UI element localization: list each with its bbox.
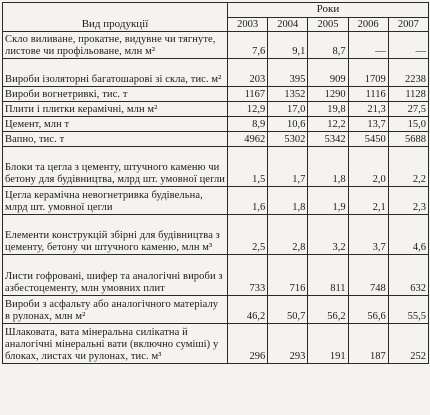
table-row — [3, 296, 429, 324]
value-cell: 748 — [348, 255, 388, 296]
value-cell: 632 — [388, 255, 428, 296]
product-name-cell: Вапно, тис. т — [3, 132, 228, 147]
product-name-cell: Цегла керамічна невогнетривка будівельна, млрд шт. умовної цегли — [3, 187, 228, 215]
value-cell: 19,8 — [308, 102, 348, 117]
product-name-cell: Цемент, млн т — [3, 117, 228, 132]
value-cell: 1116 — [348, 87, 388, 102]
value-cell: 2,1 — [348, 187, 388, 215]
table-row — [3, 187, 429, 215]
value-cell: 5688 — [388, 132, 428, 147]
value-cell: 1,6 — [228, 187, 268, 215]
value-cell: 55,5 — [388, 296, 428, 324]
value-cell: 1167 — [228, 87, 268, 102]
value-cell: 1128 — [388, 87, 428, 102]
table-header — [3, 3, 429, 32]
value-cell: — — [348, 32, 388, 59]
year-header: 2004 — [268, 17, 308, 32]
value-cell: 252 — [388, 324, 428, 364]
value-cell: 3,7 — [348, 215, 388, 255]
product-name-cell: Вироби ізоляторні багатошарові зі скла, тис. м² — [3, 59, 228, 87]
value-cell: 296 — [228, 324, 268, 364]
product-name-cell: Вироби з асфальту або аналогічного матеріалу в рулонах, млн м² — [3, 296, 228, 324]
value-cell: 1,5 — [228, 147, 268, 187]
production-table — [2, 2, 429, 364]
value-cell: 5450 — [348, 132, 388, 147]
table-row — [3, 117, 429, 132]
value-cell: 1,8 — [308, 147, 348, 187]
value-cell: 50,7 — [268, 296, 308, 324]
value-cell: 909 — [308, 59, 348, 87]
value-cell: 191 — [308, 324, 348, 364]
table-row — [3, 87, 429, 102]
value-cell: 56,6 — [348, 296, 388, 324]
product-name-cell: Елементи конструкцій збірні для будівництва з цементу, бетону чи штучного каменю, млн м³ — [3, 215, 228, 255]
years-column-header: Роки — [228, 3, 429, 18]
year-header: 2006 — [348, 17, 388, 32]
value-cell: 10,6 — [268, 117, 308, 132]
table-row — [3, 132, 429, 147]
value-cell: 3,2 — [308, 215, 348, 255]
product-name-cell: Плити і плитки керамічні, млн м² — [3, 102, 228, 117]
product-name-cell: Шлаковата, вата мінеральна силікатна й аналогічні мінеральні вати (включно суміші) у блоках, листах чи рулонах, тис. м³ — [3, 324, 228, 364]
value-cell: 1,7 — [268, 147, 308, 187]
value-cell: 4962 — [228, 132, 268, 147]
value-cell: 293 — [268, 324, 308, 364]
year-header: 2007 — [388, 17, 428, 32]
value-cell: 2,0 — [348, 147, 388, 187]
table-row — [3, 324, 429, 364]
value-cell: 1,8 — [268, 187, 308, 215]
value-cell: 12,2 — [308, 117, 348, 132]
value-cell: 46,2 — [228, 296, 268, 324]
value-cell: 2,5 — [228, 215, 268, 255]
table-row — [3, 255, 429, 296]
value-cell: 2238 — [388, 59, 428, 87]
product-name-cell: Скло виливане, прокатне, видувне чи тягнуте, листове чи профільоване, млн м² — [3, 32, 228, 59]
table-row — [3, 59, 429, 87]
value-cell: 17,0 — [268, 102, 308, 117]
table-row — [3, 215, 429, 255]
value-cell: 27,5 — [388, 102, 428, 117]
value-cell: 5302 — [268, 132, 308, 147]
value-cell: 2,8 — [268, 215, 308, 255]
value-cell: 1352 — [268, 87, 308, 102]
table-body — [3, 32, 429, 364]
table-row — [3, 147, 429, 187]
value-cell: 56,2 — [308, 296, 348, 324]
value-cell: 1290 — [308, 87, 348, 102]
product-name-cell: Вироби вогнетривкі, тис. т — [3, 87, 228, 102]
value-cell: — — [388, 32, 428, 59]
value-cell: 1,9 — [308, 187, 348, 215]
value-cell: 12,9 — [228, 102, 268, 117]
table-row — [3, 32, 429, 59]
value-cell: 13,7 — [348, 117, 388, 132]
value-cell: 8,9 — [228, 117, 268, 132]
product-column-header: Вид продукції — [3, 3, 228, 32]
value-cell: 5342 — [308, 132, 348, 147]
value-cell: 187 — [348, 324, 388, 364]
value-cell: 395 — [268, 59, 308, 87]
product-name-cell: Листи гофровані, шифер та аналогічні вироби з азбестоцементу, млн умовних плит — [3, 255, 228, 296]
value-cell: 9,1 — [268, 32, 308, 59]
product-name-cell: Блоки та цегла з цементу, штучного каменю чи бетону для будівництва, млрд шт. умовної цегли — [3, 147, 228, 187]
value-cell: 21,3 — [348, 102, 388, 117]
value-cell: 15,0 — [388, 117, 428, 132]
value-cell: 733 — [228, 255, 268, 296]
table-row — [3, 102, 429, 117]
value-cell: 4,6 — [388, 215, 428, 255]
value-cell: 1709 — [348, 59, 388, 87]
value-cell: 203 — [228, 59, 268, 87]
year-header: 2003 — [228, 17, 268, 32]
value-cell: 2,3 — [388, 187, 428, 215]
value-cell: 7,6 — [228, 32, 268, 59]
value-cell: 716 — [268, 255, 308, 296]
year-header: 2005 — [308, 17, 348, 32]
value-cell: 8,7 — [308, 32, 348, 59]
value-cell: 811 — [308, 255, 348, 296]
value-cell: 2,2 — [388, 147, 428, 187]
